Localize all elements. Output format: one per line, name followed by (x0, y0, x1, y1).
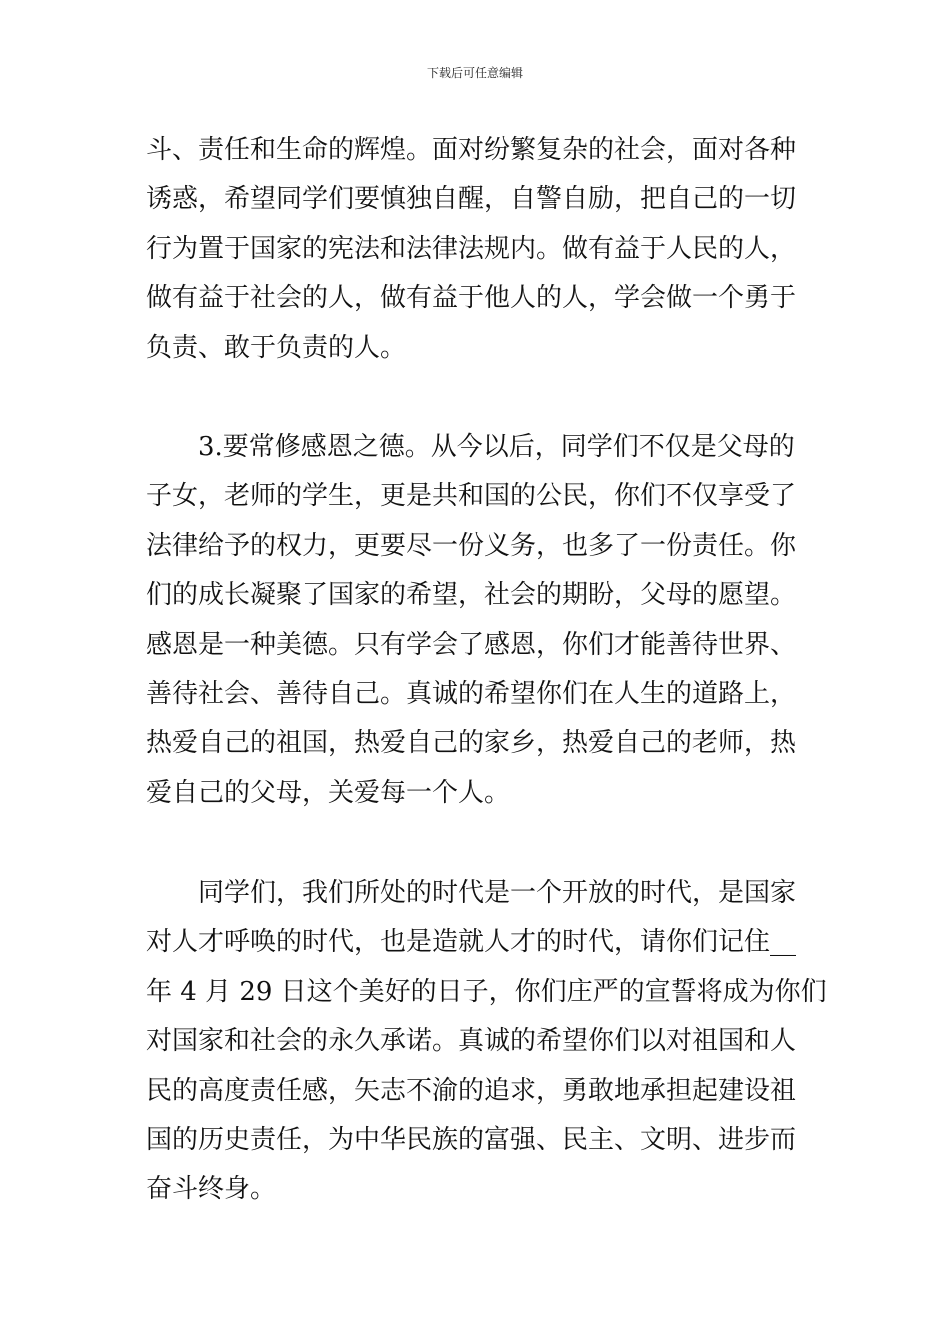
text-line: 民的高度责任感，矢志不渝的追求，勇敢地承担起建设祖 (146, 1075, 797, 1106)
text-line: 行为置于国家的宪法和法律法规内。做有益于人民的人， (146, 233, 797, 264)
text-line: 奋斗终身。 (146, 1174, 277, 1205)
paragraph-responsibility (146, 126, 808, 373)
text-line: 同学们，我们所处的时代是一个开放的时代，是国家 (198, 878, 797, 908)
text-line: 做有益于社会的人，做有益于他人的人，学会做一个勇于 (146, 283, 797, 314)
text-line: 善待社会、善待自己。真诚的希望你们在人生的道路上， (146, 678, 797, 709)
text-line: 们的成长凝聚了国家的希望，社会的期盼，父母的愿望。 (146, 580, 797, 611)
text-line: 诱惑，希望同学们要慎独自醒，自警自励，把自己的一切 (146, 184, 797, 215)
text-line: 年 4 月 29 日这个美好的日子，你们庄严的宣誓将成为你们 (146, 976, 827, 1007)
text-line: 斗、责任和生命的辉煌。面对纷繁复杂的社会，面对各种 (146, 135, 797, 165)
text-line: 负责、敢于负责的人。 (146, 332, 407, 363)
text-line: 对国家和社会的永久承诺。真诚的希望你们以对祖国和人 (146, 1026, 797, 1057)
text-line: 3.要常修感恩之德。从今以后，同学们不仅是父母的 (198, 432, 795, 462)
text-line: 爱自己的父母，关爱每一个人。 (146, 777, 511, 808)
page-header: 下载后可任意编辑 (426, 66, 523, 80)
text-line: 感恩是一种美德。只有学会了感恩，你们才能善待世界、 (146, 629, 797, 660)
paragraph-gratitude (146, 423, 808, 818)
text-line: 对人才呼唤的时代，也是造就人才的时代，请你们记住__ (146, 927, 797, 958)
text-line: 法律给予的权力，更要尽一份义务，也多了一份责任。你 (146, 530, 797, 561)
text-line: 子女，老师的学生，更是共和国的公民，你们不仅享受了 (146, 481, 797, 512)
paragraph-closing (146, 869, 827, 1215)
text-line: 热爱自己的祖国，热爱自己的家乡，热爱自己的老师，热 (146, 728, 797, 759)
text-line: 国的历史责任，为中华民族的富强、民主、文明、进步而 (146, 1124, 797, 1155)
